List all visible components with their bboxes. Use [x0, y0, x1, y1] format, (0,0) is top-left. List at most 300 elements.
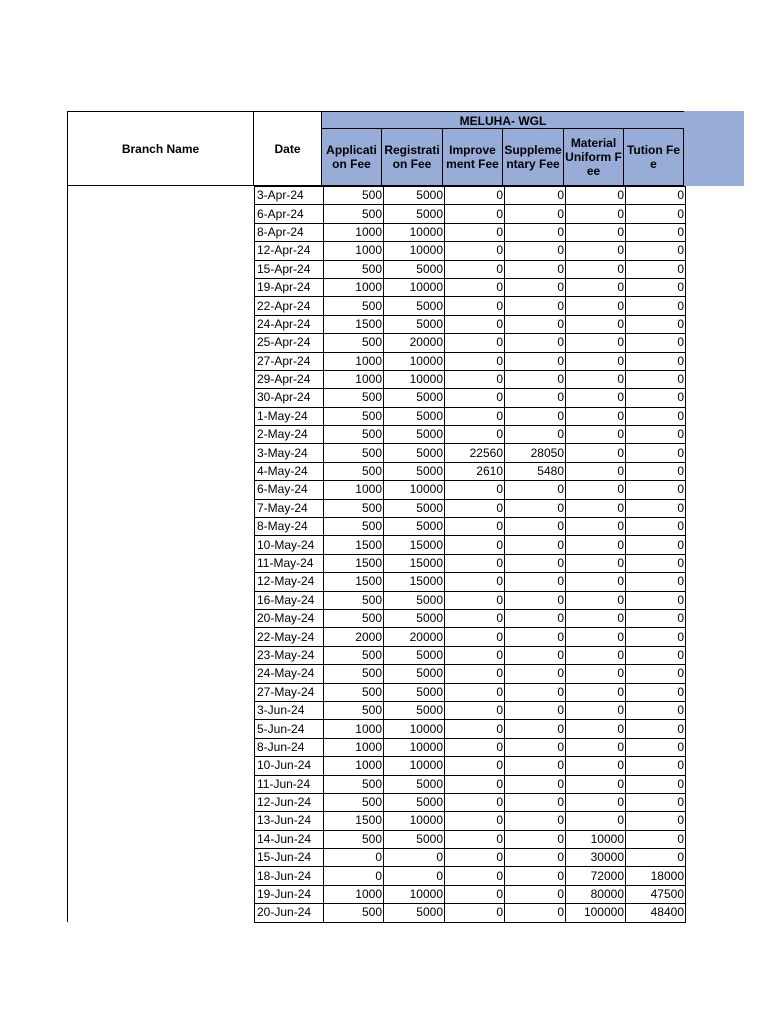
supplementary-fee-cell: 0: [505, 812, 566, 830]
application-fee-cell: 500: [324, 591, 384, 609]
improvement-fee-header: Improve ment Fee: [443, 129, 503, 186]
tuition-fee-cell: 0: [626, 370, 686, 388]
date-cell: 20-May-24: [255, 609, 324, 627]
supplementary-fee-cell: 0: [505, 242, 566, 260]
date-cell: 27-May-24: [255, 683, 324, 701]
tuition-fee-cell: 0: [626, 775, 686, 793]
application-fee-cell: 1500: [324, 554, 384, 572]
material-uniform-fee-cell: 0: [566, 297, 626, 315]
date-cell: 3-Apr-24: [255, 187, 324, 205]
material-uniform-fee-cell: 0: [566, 812, 626, 830]
date-cell: 8-Apr-24: [255, 223, 324, 241]
supplementary-fee-cell: 0: [505, 867, 566, 885]
application-fee-cell: 1000: [324, 720, 384, 738]
date-cell: 4-May-24: [255, 462, 324, 480]
table-row: [255, 628, 686, 646]
material-uniform-fee-cell: 0: [566, 609, 626, 627]
date-cell: 11-May-24: [255, 554, 324, 572]
registration-fee-cell: 15000: [384, 536, 445, 554]
registration-fee-cell: 20000: [384, 628, 445, 646]
date-cell: 5-Jun-24: [255, 720, 324, 738]
date-cell: 8-Jun-24: [255, 738, 324, 756]
application-fee-cell: 1000: [324, 370, 384, 388]
tuition-fee-cell: 0: [626, 260, 686, 278]
improvement-fee-cell: 0: [445, 407, 505, 425]
supplementary-fee-cell: 0: [505, 609, 566, 627]
tuition-fee-cell: 0: [626, 297, 686, 315]
date-cell: 20-Jun-24: [255, 904, 324, 922]
supplementary-fee-cell: 0: [505, 260, 566, 278]
table-row: [255, 187, 686, 205]
material-uniform-fee-cell: 0: [566, 205, 626, 223]
material-uniform-fee-cell: 10000: [566, 830, 626, 848]
registration-fee-cell: 5000: [384, 793, 445, 811]
application-fee-cell: 1500: [324, 812, 384, 830]
branch-name-header: Branch Name: [67, 111, 254, 186]
improvement-fee-cell: 0: [445, 757, 505, 775]
registration-fee-cell: 5000: [384, 830, 445, 848]
improvement-fee-cell: 0: [445, 646, 505, 664]
tuition-fee-cell: 0: [626, 444, 686, 462]
table-row: [255, 334, 686, 352]
table-row: [255, 885, 686, 903]
material-uniform-fee-cell: 30000: [566, 849, 626, 867]
date-cell: 19-Apr-24: [255, 278, 324, 296]
material-uniform-fee-cell: 0: [566, 793, 626, 811]
supplementary-fee-cell: 0: [505, 904, 566, 922]
date-cell: 25-Apr-24: [255, 334, 324, 352]
table-row: [255, 242, 686, 260]
supplementary-fee-cell: 0: [505, 518, 566, 536]
tuition-fee-cell: 0: [626, 701, 686, 719]
registration-fee-header: Registrati on Fee: [382, 129, 443, 186]
application-fee-cell: 500: [324, 683, 384, 701]
supplementary-fee-cell: 0: [505, 720, 566, 738]
application-fee-cell: 0: [324, 867, 384, 885]
supplementary-fee-cell: 0: [505, 389, 566, 407]
tuition-fee-cell: 0: [626, 536, 686, 554]
improvement-fee-cell: 0: [445, 297, 505, 315]
material-uniform-fee-cell: 0: [566, 757, 626, 775]
date-cell: 3-May-24: [255, 444, 324, 462]
table-row: [255, 389, 686, 407]
table-row: [255, 536, 686, 554]
supplementary-fee-cell: 0: [505, 849, 566, 867]
date-cell: 15-Apr-24: [255, 260, 324, 278]
improvement-fee-cell: 0: [445, 867, 505, 885]
material-uniform-fee-cell: 0: [566, 518, 626, 536]
improvement-fee-cell: 0: [445, 334, 505, 352]
date-cell: 8-May-24: [255, 518, 324, 536]
tuition-fee-cell: 0: [626, 462, 686, 480]
table-row: [255, 554, 686, 572]
date-header: Date: [254, 111, 322, 186]
supplementary-fee-cell: 0: [505, 775, 566, 793]
date-cell: 10-Jun-24: [255, 757, 324, 775]
registration-fee-cell: 5000: [384, 205, 445, 223]
date-cell: 15-Jun-24: [255, 849, 324, 867]
table-row: [255, 462, 686, 480]
tuition-fee-cell: 47500: [626, 885, 686, 903]
registration-fee-cell: 15000: [384, 554, 445, 572]
improvement-fee-cell: 0: [445, 187, 505, 205]
material-uniform-fee-cell: 0: [566, 370, 626, 388]
material-uniform-fee-cell: 0: [566, 573, 626, 591]
supplementary-fee-cell: 0: [505, 646, 566, 664]
registration-fee-cell: 5000: [384, 591, 445, 609]
application-fee-cell: 2000: [324, 628, 384, 646]
material-uniform-fee-cell: 0: [566, 591, 626, 609]
tuition-fee-cell: 0: [626, 628, 686, 646]
date-cell: 3-Jun-24: [255, 701, 324, 719]
application-fee-cell: 1000: [324, 278, 384, 296]
tuition-fee-cell: 0: [626, 223, 686, 241]
registration-fee-cell: 10000: [384, 223, 445, 241]
application-fee-cell: 1500: [324, 573, 384, 591]
sheet-title: MELUHA- WGL: [322, 111, 684, 129]
application-fee-cell: 0: [324, 849, 384, 867]
application-fee-header: Applicati on Fee: [322, 129, 382, 186]
date-cell: 12-May-24: [255, 573, 324, 591]
supplementary-fee-cell: 0: [505, 830, 566, 848]
tuition-fee-cell: 0: [626, 407, 686, 425]
tuition-fee-cell: 0: [626, 757, 686, 775]
registration-fee-cell: 5000: [384, 609, 445, 627]
tuition-fee-cell: 48400: [626, 904, 686, 922]
supplementary-fee-cell: 0: [505, 683, 566, 701]
date-cell: 1-May-24: [255, 407, 324, 425]
date-cell: 11-Jun-24: [255, 775, 324, 793]
supplementary-fee-cell: 0: [505, 701, 566, 719]
application-fee-cell: 500: [324, 609, 384, 627]
improvement-fee-cell: 0: [445, 573, 505, 591]
material-uniform-fee-cell: 0: [566, 242, 626, 260]
supplementary-fee-cell: 0: [505, 481, 566, 499]
table-row: [255, 683, 686, 701]
supplementary-fee-cell: 0: [505, 628, 566, 646]
supplementary-fee-cell: 0: [505, 315, 566, 333]
application-fee-cell: 500: [324, 260, 384, 278]
table-row: [255, 297, 686, 315]
improvement-fee-cell: 0: [445, 481, 505, 499]
table-row: [255, 205, 686, 223]
date-cell: 29-Apr-24: [255, 370, 324, 388]
application-fee-cell: 500: [324, 793, 384, 811]
improvement-fee-cell: 0: [445, 352, 505, 370]
date-cell: 6-Apr-24: [255, 205, 324, 223]
registration-fee-cell: 5000: [384, 665, 445, 683]
registration-fee-cell: 10000: [384, 352, 445, 370]
material-uniform-fee-cell: 0: [566, 223, 626, 241]
improvement-fee-cell: 0: [445, 830, 505, 848]
supplementary-fee-cell: 0: [505, 499, 566, 517]
improvement-fee-cell: 0: [445, 591, 505, 609]
supplementary-fee-cell: 0: [505, 278, 566, 296]
tuition-fee-cell: 0: [626, 242, 686, 260]
supplementary-fee-cell: 0: [505, 757, 566, 775]
table-row: [255, 812, 686, 830]
supplementary-fee-cell: 0: [505, 334, 566, 352]
registration-fee-cell: 5000: [384, 701, 445, 719]
registration-fee-cell: 5000: [384, 187, 445, 205]
tuition-fee-header: Tution Fee: [624, 129, 684, 186]
date-cell: 23-May-24: [255, 646, 324, 664]
improvement-fee-cell: 2610: [445, 462, 505, 480]
registration-fee-cell: 5000: [384, 389, 445, 407]
material-uniform-fee-cell: 0: [566, 444, 626, 462]
improvement-fee-cell: 0: [445, 242, 505, 260]
registration-fee-cell: 10000: [384, 812, 445, 830]
registration-fee-cell: 5000: [384, 444, 445, 462]
registration-fee-cell: 10000: [384, 481, 445, 499]
improvement-fee-cell: 0: [445, 536, 505, 554]
table-row: [255, 278, 686, 296]
improvement-fee-cell: 0: [445, 665, 505, 683]
application-fee-cell: 1000: [324, 738, 384, 756]
date-cell: 24-May-24: [255, 665, 324, 683]
tuition-fee-cell: 0: [626, 609, 686, 627]
registration-fee-cell: 5000: [384, 775, 445, 793]
improvement-fee-cell: 0: [445, 370, 505, 388]
application-fee-cell: 1500: [324, 536, 384, 554]
table-row: [255, 720, 686, 738]
improvement-fee-cell: 0: [445, 426, 505, 444]
date-cell: 12-Jun-24: [255, 793, 324, 811]
material-uniform-fee-cell: 72000: [566, 867, 626, 885]
application-fee-cell: 1000: [324, 481, 384, 499]
date-cell: 24-Apr-24: [255, 315, 324, 333]
application-fee-cell: 500: [324, 444, 384, 462]
application-fee-cell: 1000: [324, 352, 384, 370]
date-cell: 6-May-24: [255, 481, 324, 499]
improvement-fee-cell: 0: [445, 554, 505, 572]
tuition-fee-cell: 0: [626, 389, 686, 407]
supplementary-fee-cell: 0: [505, 223, 566, 241]
application-fee-cell: 1000: [324, 223, 384, 241]
material-uniform-fee-cell: 0: [566, 334, 626, 352]
tuition-fee-cell: 0: [626, 554, 686, 572]
material-uniform-fee-cell: 0: [566, 720, 626, 738]
table-row: [255, 352, 686, 370]
fee-table-body: [255, 187, 686, 923]
registration-fee-cell: 5000: [384, 499, 445, 517]
improvement-fee-cell: 0: [445, 720, 505, 738]
fee-table: [254, 186, 686, 923]
improvement-fee-cell: 22560: [445, 444, 505, 462]
date-cell: 14-Jun-24: [255, 830, 324, 848]
material-uniform-fee-cell: 0: [566, 646, 626, 664]
application-fee-cell: 1000: [324, 757, 384, 775]
application-fee-cell: 500: [324, 775, 384, 793]
registration-fee-cell: 20000: [384, 334, 445, 352]
date-cell: 7-May-24: [255, 499, 324, 517]
material-uniform-fee-cell: 0: [566, 738, 626, 756]
application-fee-cell: 500: [324, 205, 384, 223]
tuition-fee-cell: 0: [626, 793, 686, 811]
table-row: [255, 757, 686, 775]
table-row: [255, 573, 686, 591]
application-fee-cell: 500: [324, 462, 384, 480]
tuition-fee-cell: 0: [626, 352, 686, 370]
tuition-fee-cell: 0: [626, 849, 686, 867]
tuition-fee-cell: 0: [626, 205, 686, 223]
improvement-fee-cell: 0: [445, 389, 505, 407]
application-fee-cell: 1000: [324, 885, 384, 903]
material-uniform-fee-cell: 0: [566, 407, 626, 425]
registration-fee-cell: 5000: [384, 297, 445, 315]
tuition-fee-cell: 0: [626, 573, 686, 591]
supplementary-fee-cell: 0: [505, 426, 566, 444]
improvement-fee-cell: 0: [445, 775, 505, 793]
supplementary-fee-cell: 0: [505, 187, 566, 205]
table-row: [255, 701, 686, 719]
tuition-fee-cell: 18000: [626, 867, 686, 885]
supplementary-fee-cell: 0: [505, 536, 566, 554]
improvement-fee-cell: 0: [445, 278, 505, 296]
registration-fee-cell: 5000: [384, 407, 445, 425]
table-row: [255, 407, 686, 425]
tuition-fee-cell: 0: [626, 646, 686, 664]
date-cell: 27-Apr-24: [255, 352, 324, 370]
material-uniform-fee-cell: 0: [566, 315, 626, 333]
table-row: [255, 370, 686, 388]
table-row: [255, 904, 686, 922]
material-uniform-fee-cell: 0: [566, 683, 626, 701]
material-uniform-fee-cell: 0: [566, 260, 626, 278]
material-uniform-fee-cell: 0: [566, 462, 626, 480]
supplementary-fee-cell: 0: [505, 573, 566, 591]
date-cell: 22-May-24: [255, 628, 324, 646]
improvement-fee-cell: 0: [445, 205, 505, 223]
supplementary-fee-cell: 0: [505, 885, 566, 903]
table-row: [255, 223, 686, 241]
tuition-fee-cell: 0: [626, 812, 686, 830]
registration-fee-cell: 10000: [384, 720, 445, 738]
application-fee-cell: 500: [324, 830, 384, 848]
material-uniform-fee-cell: 0: [566, 701, 626, 719]
table-row: [255, 867, 686, 885]
material-uniform-fee-cell: 0: [566, 628, 626, 646]
material-uniform-fee-cell: 0: [566, 278, 626, 296]
improvement-fee-cell: 0: [445, 628, 505, 646]
improvement-fee-cell: 0: [445, 701, 505, 719]
material-uniform-fee-cell: 0: [566, 481, 626, 499]
application-fee-cell: 1500: [324, 315, 384, 333]
registration-fee-cell: 10000: [384, 278, 445, 296]
table-row: [255, 738, 686, 756]
material-uniform-fee-cell: 0: [566, 554, 626, 572]
tuition-fee-cell: 0: [626, 315, 686, 333]
tuition-fee-cell: 0: [626, 499, 686, 517]
tuition-fee-cell: 0: [626, 665, 686, 683]
registration-fee-cell: 5000: [384, 646, 445, 664]
material-uniform-fee-cell: 80000: [566, 885, 626, 903]
material-uniform-fee-cell: 0: [566, 536, 626, 554]
improvement-fee-cell: 0: [445, 885, 505, 903]
tuition-fee-cell: 0: [626, 518, 686, 536]
table-row: [255, 609, 686, 627]
table-row: [255, 646, 686, 664]
improvement-fee-cell: 0: [445, 738, 505, 756]
supplementary-fee-cell: 5480: [505, 462, 566, 480]
application-fee-cell: 500: [324, 187, 384, 205]
table-row: [255, 775, 686, 793]
registration-fee-cell: 10000: [384, 885, 445, 903]
application-fee-cell: 500: [324, 297, 384, 315]
application-fee-cell: 500: [324, 701, 384, 719]
improvement-fee-cell: 0: [445, 849, 505, 867]
tuition-fee-cell: 0: [626, 720, 686, 738]
table-row: [255, 499, 686, 517]
supplementary-fee-cell: 0: [505, 665, 566, 683]
registration-fee-cell: 5000: [384, 462, 445, 480]
application-fee-cell: 500: [324, 499, 384, 517]
supplementary-fee-cell: 0: [505, 205, 566, 223]
supplementary-fee-cell: 0: [505, 591, 566, 609]
material-uniform-fee-cell: 0: [566, 389, 626, 407]
table-row: [255, 518, 686, 536]
tuition-fee-cell: 0: [626, 830, 686, 848]
improvement-fee-cell: 0: [445, 812, 505, 830]
table-row: [255, 665, 686, 683]
table-row: [255, 591, 686, 609]
tuition-fee-cell: 0: [626, 278, 686, 296]
supplementary-fee-cell: 0: [505, 738, 566, 756]
registration-fee-cell: 10000: [384, 242, 445, 260]
table-row: [255, 444, 686, 462]
table-row: [255, 315, 686, 333]
registration-fee-cell: 10000: [384, 370, 445, 388]
tuition-fee-cell: 0: [626, 481, 686, 499]
material-uniform-fee-cell: 0: [566, 665, 626, 683]
table-row: [255, 830, 686, 848]
material-uniform-fee-cell: 0: [566, 187, 626, 205]
tuition-fee-cell: 0: [626, 683, 686, 701]
table-row: [255, 260, 686, 278]
improvement-fee-cell: 0: [445, 683, 505, 701]
registration-fee-cell: 5000: [384, 315, 445, 333]
supplementary-fee-cell: 0: [505, 407, 566, 425]
tuition-fee-cell: 0: [626, 334, 686, 352]
improvement-fee-cell: 0: [445, 793, 505, 811]
application-fee-cell: 500: [324, 389, 384, 407]
improvement-fee-cell: 0: [445, 518, 505, 536]
supplementary-fee-header: Suppleme ntary Fee: [503, 129, 564, 186]
improvement-fee-cell: 0: [445, 499, 505, 517]
material-uniform-fee-header: Material Uniform Fee: [564, 129, 624, 186]
material-uniform-fee-cell: 0: [566, 352, 626, 370]
branch-column-border: [67, 186, 68, 922]
date-cell: 10-May-24: [255, 536, 324, 554]
registration-fee-cell: 10000: [384, 757, 445, 775]
supplementary-fee-cell: 28050: [505, 444, 566, 462]
application-fee-cell: 500: [324, 665, 384, 683]
supplementary-fee-cell: 0: [505, 793, 566, 811]
supplementary-fee-cell: 0: [505, 370, 566, 388]
table-row: [255, 481, 686, 499]
registration-fee-cell: 15000: [384, 573, 445, 591]
improvement-fee-cell: 0: [445, 223, 505, 241]
registration-fee-cell: 5000: [384, 426, 445, 444]
date-cell: 13-Jun-24: [255, 812, 324, 830]
registration-fee-cell: 10000: [384, 738, 445, 756]
date-cell: 19-Jun-24: [255, 885, 324, 903]
tuition-fee-cell: 0: [626, 187, 686, 205]
supplementary-fee-cell: 0: [505, 554, 566, 572]
registration-fee-cell: 0: [384, 867, 445, 885]
supplementary-fee-cell: 0: [505, 297, 566, 315]
registration-fee-cell: 5000: [384, 518, 445, 536]
